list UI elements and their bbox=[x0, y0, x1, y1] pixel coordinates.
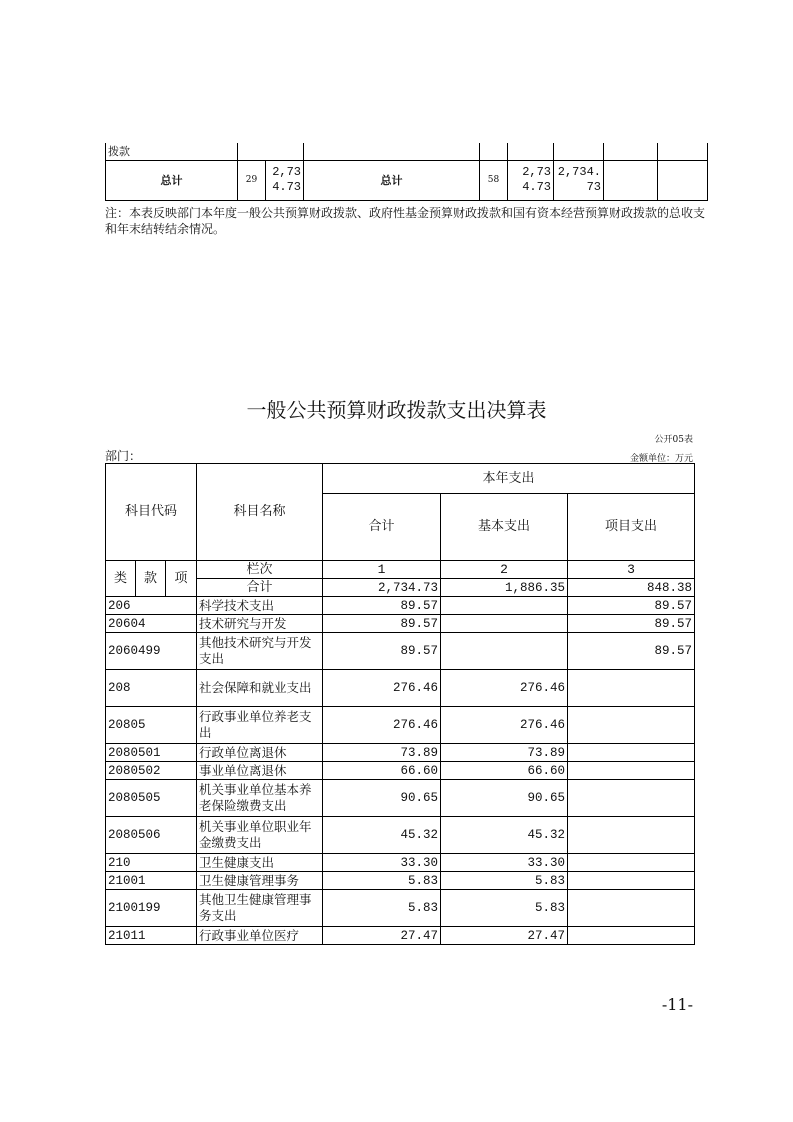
project-value: 89.57 bbox=[568, 615, 695, 633]
total-value: 66.60 bbox=[323, 762, 441, 780]
header-row bbox=[106, 464, 695, 494]
basic-value: 45.32 bbox=[441, 817, 568, 854]
project-value bbox=[568, 744, 695, 762]
table-row bbox=[106, 633, 695, 670]
table-row bbox=[106, 890, 695, 927]
total-value: 27.47 bbox=[323, 927, 441, 945]
table-row bbox=[106, 143, 708, 160]
subject-name: 其他卫生健康管理事务支出 bbox=[197, 890, 323, 927]
project-value: 89.57 bbox=[568, 633, 695, 670]
total-value-left: 2,734.73 bbox=[266, 160, 304, 200]
table-row bbox=[106, 854, 695, 872]
subject-name: 卫生健康支出 bbox=[197, 854, 323, 872]
project-value: 89.57 bbox=[568, 597, 695, 615]
total-value-right-2: 2,734.73 bbox=[554, 160, 604, 200]
basic-header: 基本支出 bbox=[441, 494, 568, 561]
basic-value: 66.60 bbox=[441, 762, 568, 780]
total-label-right: 总计 bbox=[304, 160, 480, 200]
basic-value bbox=[441, 615, 568, 633]
project-value bbox=[568, 927, 695, 945]
subject-code: 2060499 bbox=[106, 633, 197, 670]
table-row bbox=[106, 780, 695, 817]
line-number-left: 29 bbox=[238, 160, 266, 200]
subject-code: 210 bbox=[106, 854, 197, 872]
basic-value: 73.89 bbox=[441, 744, 568, 762]
col-number-1: 1 bbox=[323, 561, 441, 579]
table-row bbox=[106, 927, 695, 945]
table-row bbox=[106, 744, 695, 762]
row-label: 拨款 bbox=[106, 143, 238, 160]
col-number-2: 2 bbox=[441, 561, 568, 579]
subject-code: 20604 bbox=[106, 615, 197, 633]
form-code: 公开05表 bbox=[654, 435, 693, 445]
subject-name: 社会保障和就业支出 bbox=[197, 670, 323, 707]
total-value: 89.57 bbox=[323, 615, 441, 633]
subject-name: 其他技术研究与开发支出 bbox=[197, 633, 323, 670]
subject-code: 2080505 bbox=[106, 780, 197, 817]
subject-code: 20805 bbox=[106, 707, 197, 744]
subject-code: 208 bbox=[106, 670, 197, 707]
subject-code: 2080506 bbox=[106, 817, 197, 854]
page-title: 一般公共预算财政拨款支出决算表 bbox=[246, 398, 547, 422]
subject-code: 2080501 bbox=[106, 744, 197, 762]
project-value bbox=[568, 854, 695, 872]
subject-name: 机关事业单位职业年金缴费支出 bbox=[197, 817, 323, 854]
total-label-left: 总计 bbox=[106, 160, 238, 200]
subject-name: 行政事业单位医疗 bbox=[197, 927, 323, 945]
subject-name: 行政单位离退休 bbox=[197, 744, 323, 762]
empty-cell bbox=[658, 160, 708, 200]
subject-name-header: 科目名称 bbox=[197, 464, 323, 561]
kuan-header: 款 bbox=[136, 561, 166, 597]
total-value: 89.57 bbox=[323, 633, 441, 670]
basic-value: 33.30 bbox=[441, 854, 568, 872]
table-row bbox=[106, 670, 695, 707]
unit-label: 金额单位：万元 bbox=[629, 454, 693, 464]
basic-value: 276.46 bbox=[441, 707, 568, 744]
basic-value: 27.47 bbox=[441, 927, 568, 945]
subject-name: 机关事业单位基本养老保险缴费支出 bbox=[197, 780, 323, 817]
total-value: 33.30 bbox=[323, 854, 441, 872]
subject-name: 卫生健康管理事务 bbox=[197, 872, 323, 890]
current-year-header: 本年支出 bbox=[323, 464, 695, 494]
table-note: 注：本表反映部门本年度一般公共预算财政拨款、政府性基金预算财政拨款和国有资本经营预算财政拨款的总收支和年末结转结余情况。 bbox=[105, 206, 706, 236]
project-value bbox=[568, 707, 695, 744]
xiang-header: 项 bbox=[166, 561, 197, 597]
table-row bbox=[106, 762, 695, 780]
subject-code: 206 bbox=[106, 597, 197, 615]
column-no-label: 栏次 bbox=[197, 561, 323, 579]
table-row bbox=[106, 872, 695, 890]
total-value: 90.65 bbox=[323, 780, 441, 817]
table-row bbox=[106, 615, 695, 633]
empty-cell bbox=[604, 160, 658, 200]
total-value: 89.57 bbox=[323, 597, 441, 615]
project-value bbox=[568, 817, 695, 854]
sum-label: 合计 bbox=[197, 579, 323, 597]
total-value-right-1: 2,734.73 bbox=[508, 160, 554, 200]
prev-table-fragment bbox=[105, 143, 708, 201]
data-rows bbox=[106, 597, 695, 945]
basic-value bbox=[441, 597, 568, 615]
total-value: 276.46 bbox=[323, 670, 441, 707]
project-value bbox=[568, 670, 695, 707]
total-value: 5.83 bbox=[323, 872, 441, 890]
col-number-3: 3 bbox=[568, 561, 695, 579]
total-value: 73.89 bbox=[323, 744, 441, 762]
table-row bbox=[106, 707, 695, 744]
subject-code: 2080502 bbox=[106, 762, 197, 780]
project-value bbox=[568, 780, 695, 817]
basic-value: 5.83 bbox=[441, 872, 568, 890]
total-value: 5.83 bbox=[323, 890, 441, 927]
subject-name: 技术研究与开发 bbox=[197, 615, 323, 633]
line-number-right: 58 bbox=[480, 160, 508, 200]
subject-name: 事业单位离退休 bbox=[197, 762, 323, 780]
department-label: 部门： bbox=[105, 449, 142, 463]
subject-name: 行政事业单位养老支出 bbox=[197, 707, 323, 744]
subject-name: 科学技术支出 bbox=[197, 597, 323, 615]
project-value bbox=[568, 872, 695, 890]
basic-value: 276.46 bbox=[441, 670, 568, 707]
table-row bbox=[106, 597, 695, 615]
lei-header: 类 bbox=[106, 561, 136, 597]
project-value bbox=[568, 890, 695, 927]
column-number-row bbox=[106, 561, 695, 579]
page-number: -11- bbox=[661, 995, 693, 1014]
total-row bbox=[106, 160, 708, 200]
total-header: 合计 bbox=[323, 494, 441, 561]
basic-value: 90.65 bbox=[441, 780, 568, 817]
subject-code: 21001 bbox=[106, 872, 197, 890]
sum-total: 2,734.73 bbox=[323, 579, 441, 597]
project-value bbox=[568, 762, 695, 780]
total-value: 45.32 bbox=[323, 817, 441, 854]
subject-code: 21011 bbox=[106, 927, 197, 945]
expenditure-table bbox=[105, 463, 695, 945]
subject-code: 2100199 bbox=[106, 890, 197, 927]
basic-value bbox=[441, 633, 568, 670]
subject-code-header: 科目代码 bbox=[106, 464, 197, 561]
table-row bbox=[106, 817, 695, 854]
sum-basic: 1,886.35 bbox=[441, 579, 568, 597]
project-header: 项目支出 bbox=[568, 494, 695, 561]
total-value: 276.46 bbox=[323, 707, 441, 744]
sum-project: 848.38 bbox=[568, 579, 695, 597]
basic-value: 5.83 bbox=[441, 890, 568, 927]
